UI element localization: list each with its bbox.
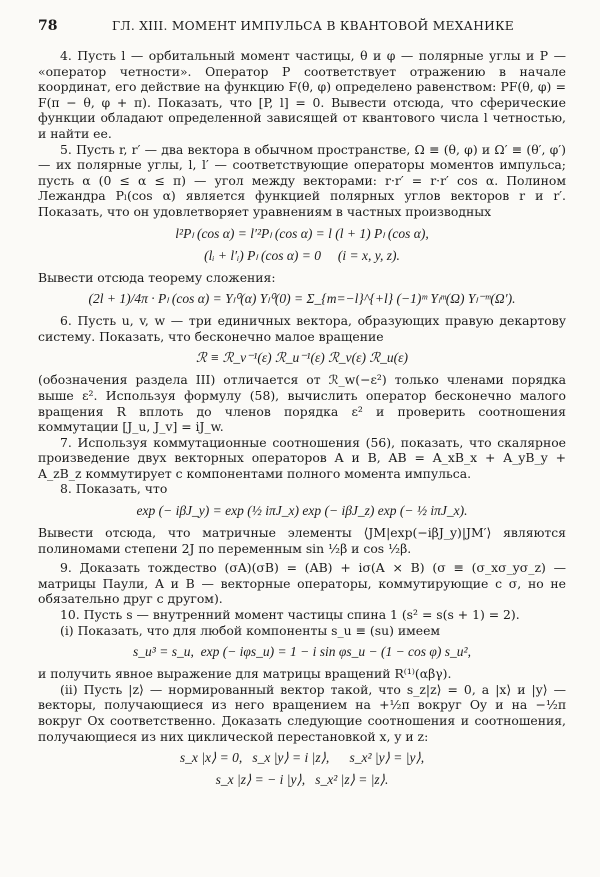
page-number: 78 <box>38 18 58 34</box>
problem-6-text: (обозначения раздела III) отличается от ℛ_w(−ε²) только членами порядка выше ε². Используя формулу (58), вычислить оператор бесконечно малого вращения R вплоть до членов порядка ε² и проверить соотношения коммутации [J_u, J_v] = iJ_w. <box>38 372 566 435</box>
problem-4: 4. Пусть l — орбитальный момент частицы, θ и φ — полярные углы и P — «оператор четности». Оператор P соответствует отражению в начале координат, его действие на функцию F(θ, φ) определено равенством: PF(θ, φ) = F(π − θ, φ + π). Показать, что [P, l] = 0. Вывести отсюда, что сферические функции обладают определенной зависящей от квантового числа l четностью, и найти ее. <box>38 48 566 141</box>
running-title: ГЛ. XIII. МОМЕНТ ИМПУЛЬСА В КВАНТОВОЙ МЕХАНИКЕ <box>112 19 515 33</box>
problem-5-text: Вывести отсюда теорему сложения: <box>38 269 276 285</box>
problem-9: 9. Доказать тождество (σA)(σB) = (AB) + iσ(A × B) (σ ≡ (σ_xσ_yσ_z) — матрицы Паули, A и B — векторные операторы, коммутирующие с σ, но не обязательно друг с другом). <box>38 560 566 607</box>
equation-10a: s_u³ = s_u, exp (− iφs_u) = 1 − i sin φs_u − (1 − cos φ) s_u², <box>133 644 471 660</box>
equation-8: exp (− iβJ_y) = exp (½ iπJ_x) exp (− iβJ_z) exp (− ½ iπJ_x). <box>136 503 468 519</box>
equation-10d: s_x |z⟩ = − i |y⟩, s_x² |z⟩ = |z⟩. <box>215 772 389 788</box>
problem-5: 5. Пусть r, r′ — два вектора в обычном пространстве, Ω ≡ (θ, φ) и Ω′ ≡ (θ′, φ′) — их полярные углы, l, l′ — соответствующие операторы моментов импульса; пусть α (0 ≤ α ≤ π) — угол между векторами: r·r′ = r·r′ cos α. Полином Лежандра Pₗ(cos α) является функцией полярных углов векторов r и r′. Показать, что он удовлетворяет уравнениям в частных производных <box>38 141 566 219</box>
equation-10c: s_x |x⟩ = 0, s_x |y⟩ = i |z⟩, s_x² |y⟩ = |y⟩, <box>179 750 425 766</box>
problem-6: 6. Пусть u, v, w — три единичных вектора, образующих правую декартову систему. Показать, что бесконечно малое вращение <box>38 313 566 344</box>
page-header <box>38 18 566 34</box>
problem-7: 7. Используя коммутационные соотношения (56), показать, что скалярное произведение двух векторных операторов A и B, AB = A_xB_x + A_yB_y + A_zB_z коммутирует с компонентами полного момента импульса. <box>38 434 566 481</box>
problem-10: 10. Пусть s — внутренний момент частицы спина 1 (s² = s(s + 1) = 2). <box>60 607 520 623</box>
problem-10-ii: (ii) Пусть |z⟩ — нормированный вектор такой, что s_z|z⟩ = 0, а |x⟩ и |y⟩ — векторы, получающиеся из него вращением на +½π вокруг Oy и на −½π вокруг Ox соответственно. Доказать следующие соотношения и соотношения, получающиеся из них циклической перестановкой x, y и z: <box>38 681 566 744</box>
problem-8-text: Вывести отсюда, что матричные элементы ⟨JM|exp(−iβJ_y)|JM′⟩ являются полиномами степени 2J по переменным sin ½β и cos ½β. <box>38 525 566 556</box>
problem-8: 8. Показать, что <box>60 481 168 497</box>
equation-5b: (lᵢ + l′ᵢ) Pₗ (cos α) = 0 (i = x, y, z). <box>204 247 400 263</box>
problem-10-text: и получить явное выражение для матрицы вращений R⁽¹⁾(αβγ). <box>38 666 452 682</box>
problem-10-i: (i) Показать, что для любой компоненты s_u ≡ (su) имеем <box>60 622 441 638</box>
equation-6: ℛ ≡ ℛ_v⁻¹(ε) ℛ_u⁻¹(ε) ℛ_v(ε) ℛ_u(ε) <box>196 350 408 366</box>
equation-5c: (2l + 1)/4π · Pₗ (cos α) = Yₗ⁰(α) Yₗ⁰(0) = Σ_{m=−l}^{+l} (−1)ᵐ Yₗᵐ(Ω) Yₗ⁻ᵐ(Ω′). <box>88 291 516 307</box>
equation-5a: l²Pₗ (cos α) = l′²Pₗ (cos α) = l (l + 1) Pₗ (cos α), <box>175 225 429 241</box>
